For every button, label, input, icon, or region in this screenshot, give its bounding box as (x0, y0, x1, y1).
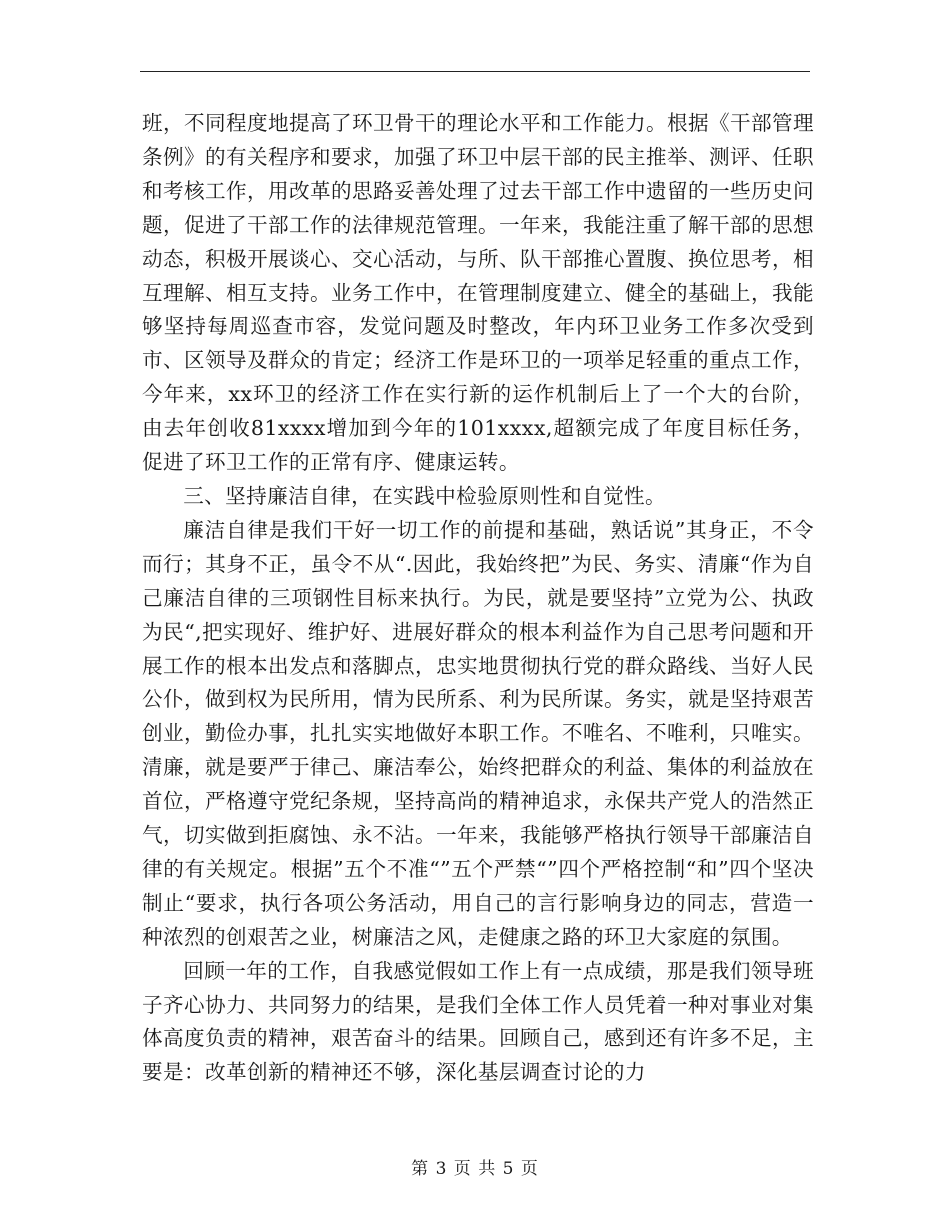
paragraph-1: 班，不同程度地提高了环卫骨干的理论水平和工作能力。根据《干部管理条例》的有关程序和要求，加强了环卫中层干部的民主推举、测评、任职和考核工作，用改革的思路妥善处理了过去干部工作中遗留的一些历史问题，促进了干部工作的法律规范管理。一年来，我能注重了解干部的思想动态，积极开展谈心、交心活动，与所、队干部推心置腹、换位思考，相互理解、相互支持。业务工作中，在管理制度建立、健全的基础上，我能够坚持每周巡查市容，发觉问题及时整改，年内环卫业务工作多次受到市、区领导及群众的肯定；经济工作是环卫的一项举足轻重的重点工作，今年来，xx环卫的经济工作在实行新的运作机制后上了一个大的台阶，由去年创收81xxxx增加到今年的101xxxx,超额完成了年度目标任务，促进了环卫工作的正常有序、健康运转。 (142, 111, 814, 475)
section-heading-3: 三、坚持廉洁自律，在实践中检验原则性和自觉性。 (183, 483, 667, 508)
header-divider (140, 71, 810, 72)
paragraph-2: 廉洁自律是我们干好一切工作的前提和基础，熟话说”其身正，不令而行；其身不正，虽令不从“.因此，我始终把”为民、务实、清廉“作为自己廉洁自律的三项钢性目标来执行。为民，就是要坚持”立党为公、执政为民“,把实现好、维护好、进展好群众的根本利益作为自己思考问题和开展工作的根本出发点和落脚点，忠实地贯彻执行党的群众路线、当好人民公仆，做到权为民所用，情为民所系、利为民所谋。务实，就是坚持艰苦创业，勤俭办事，扎扎实实地做好本职工作。不唯名、不唯利，只唯实。清廉，就是要严于律己、廉洁奉公，始终把群众的利益、集体的利益放在首位，严格遵守党纪条规，坚持高尚的精神追求，永保共产党人的浩然正气，切实做到拒腐蚀、永不沾。一年来，我能够严格执行领导干部廉洁自律的有关规定。根据”五个不准“”五个严禁“”四个严格控制“和”四个坚决制止“要求，执行各项公务活动，用自己的言行影响身边的同志，营造一种浓烈的创艰苦之业，树廉洁之风，走健康之路的环卫大家庭的氛围。 (142, 517, 814, 949)
page-number-footer: 第 3 页 共 5 页 (411, 1159, 539, 1179)
document-body (142, 107, 814, 1090)
paragraph-3: 回顾一年的工作，自我感觉假如工作上有一点成绩，那是我们领导班子齐心协力、共同努力的结果，是我们全体工作人员凭着一种对事业对集体高度负责的精神，艰苦奋斗的结果。回顾自己，感到还有许多不足，主要是：改革创新的精神还不够，深化基层调查讨论的力 (142, 958, 814, 1085)
